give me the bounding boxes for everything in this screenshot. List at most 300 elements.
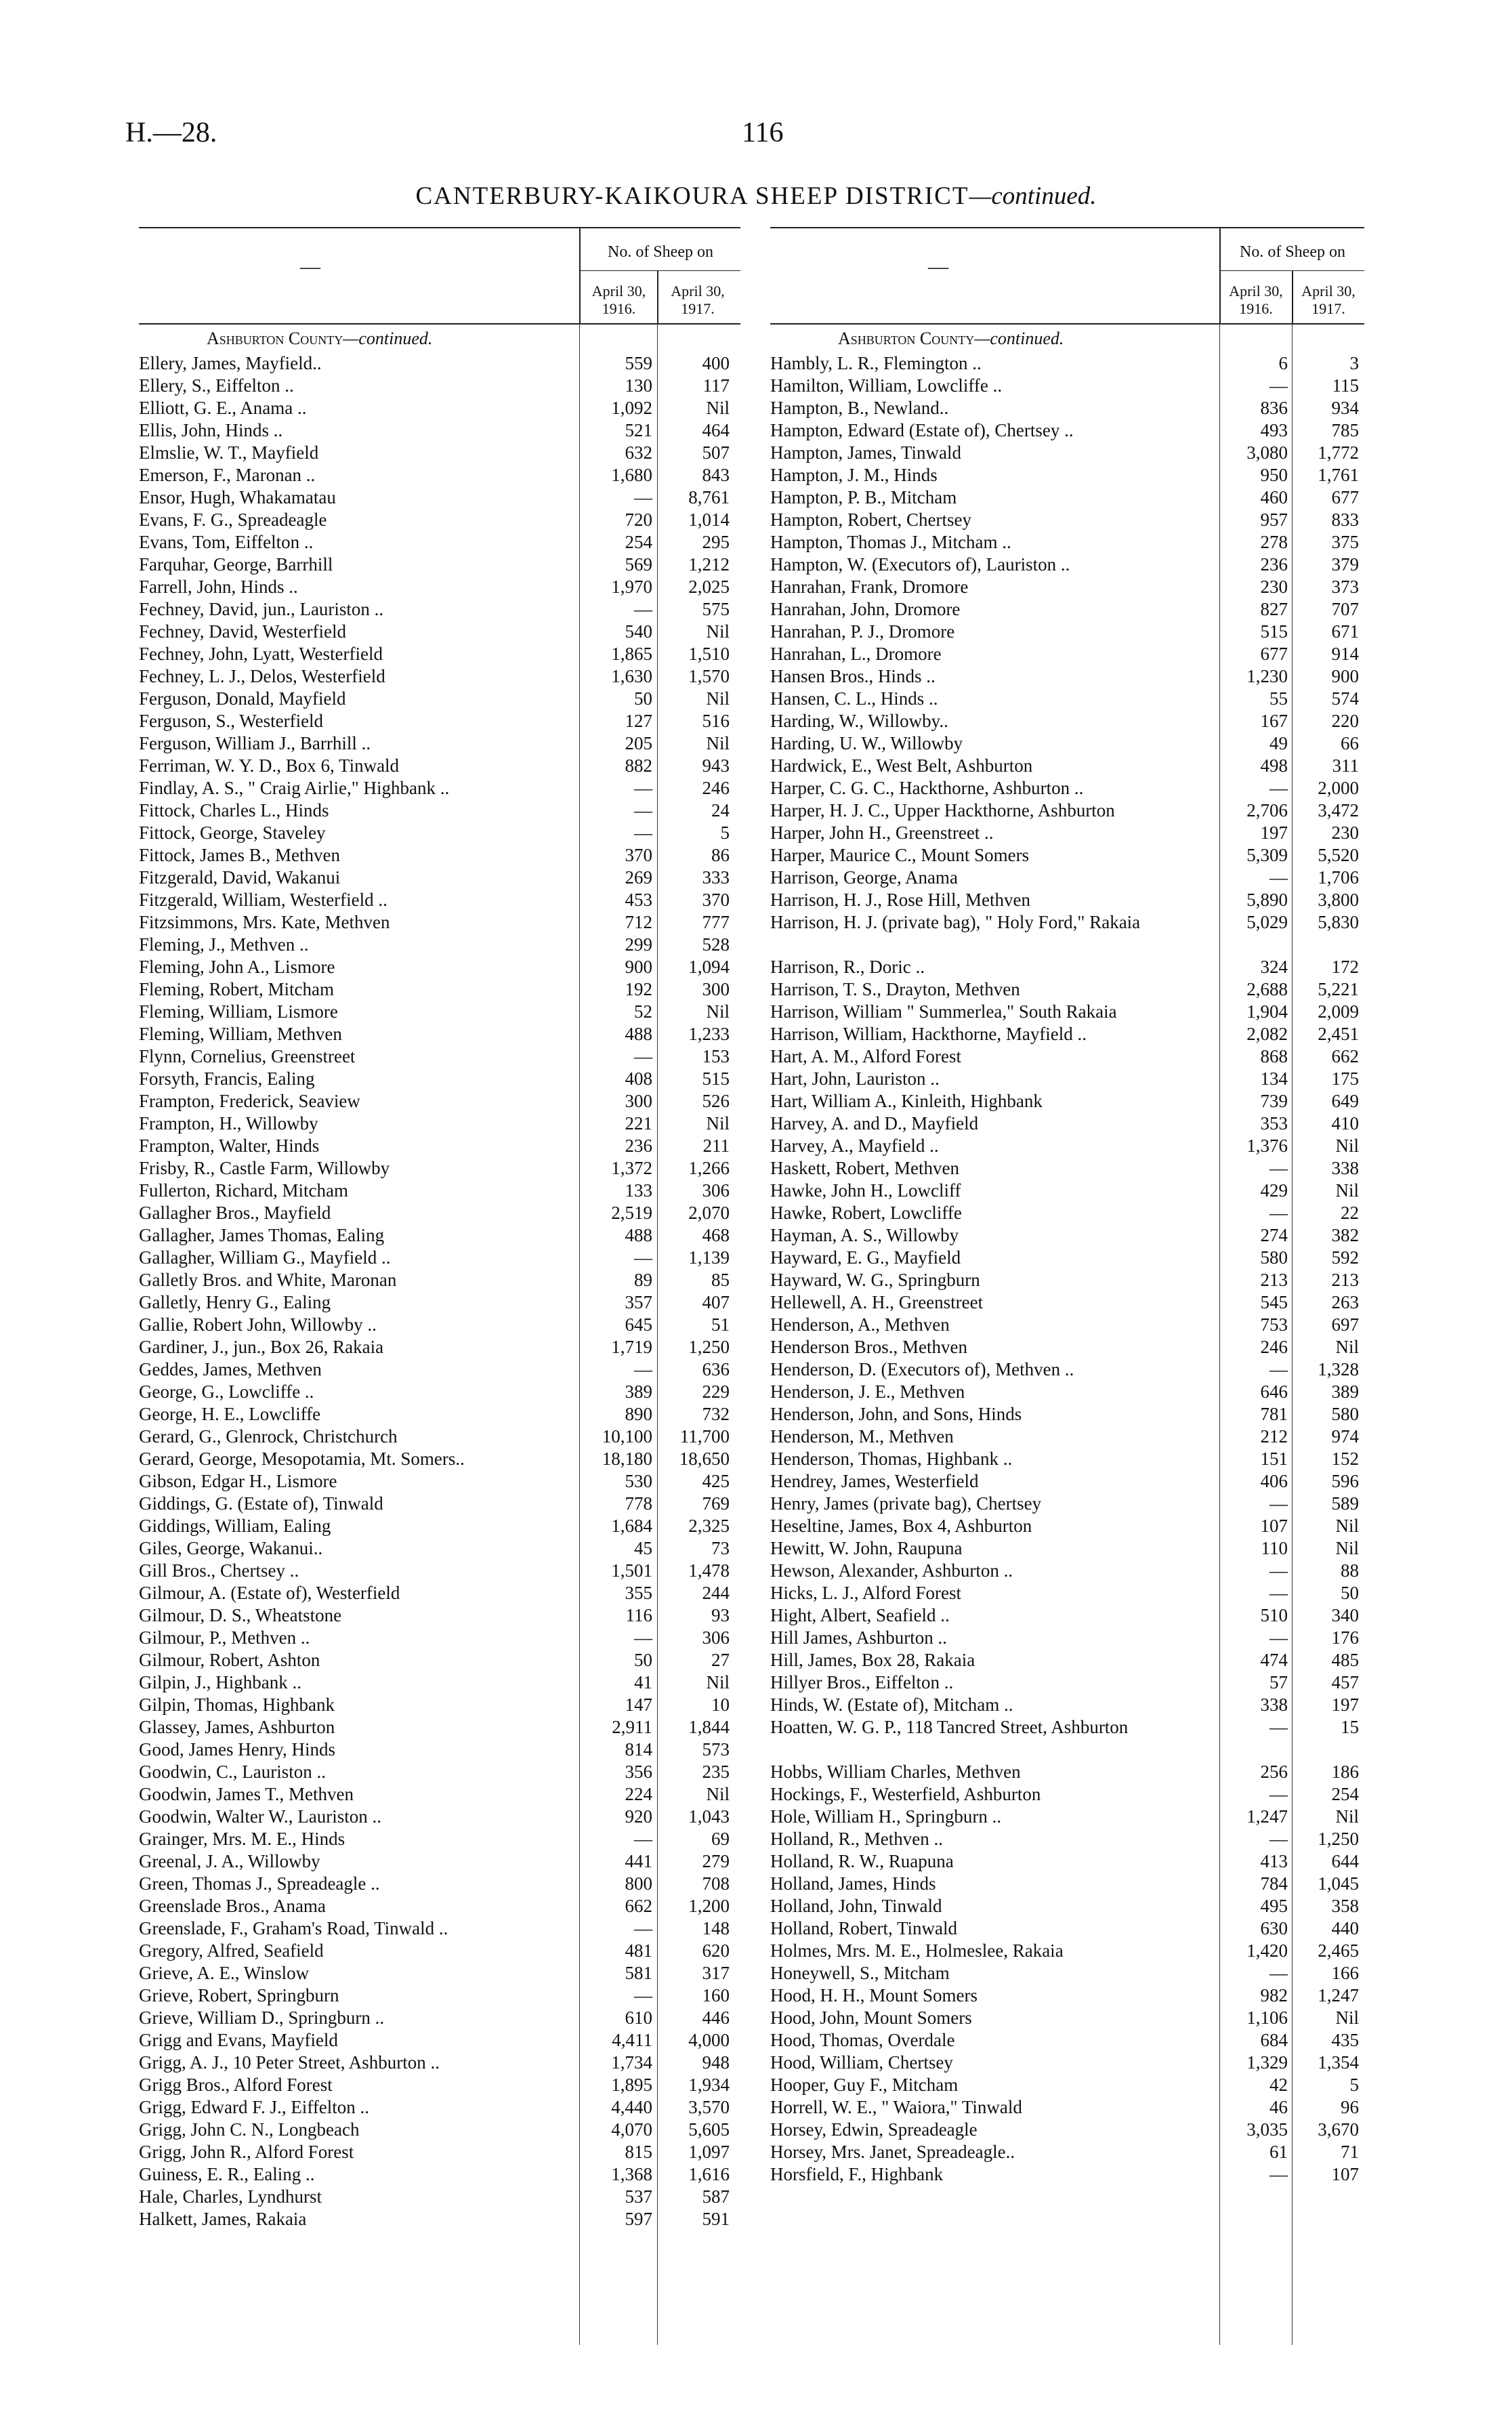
sheep-1916: 192 — [625, 979, 652, 999]
sheep-1917: 333 — [702, 867, 730, 888]
table-row — [139, 1940, 740, 1962]
table-row — [770, 486, 1364, 509]
sheep-1916: 645 — [625, 1314, 652, 1335]
sheep-1917: 446 — [702, 2008, 730, 2028]
sheep-1917: 186 — [1331, 1762, 1359, 1782]
sheep-1916: 2,688 — [1246, 979, 1288, 999]
sheep-1917: 71 — [1341, 2142, 1359, 2162]
sheep-1916: — — [1269, 1493, 1288, 1514]
divider — [657, 270, 658, 323]
sheep-1916: 739 — [1260, 1091, 1288, 1111]
owner-name: Gilpin, J., Highbank .. — [139, 1672, 301, 1692]
sheep-1917: 575 — [702, 599, 730, 619]
sheep-1917: 166 — [1331, 1963, 1359, 1983]
owner-name: Heseltine, James, Box 4, Ashburton — [770, 1516, 1032, 1536]
owner-name: Hole, William H., Springburn .. — [770, 1806, 1002, 1827]
owner-name: Hockings, F., Westerfield, Ashburton — [770, 1784, 1041, 1804]
divider — [579, 228, 581, 323]
sheep-1917: 697 — [1331, 1314, 1359, 1335]
table-row — [770, 1940, 1364, 1962]
sheep-1917: 306 — [702, 1627, 730, 1648]
owner-name: Grigg Bros., Alford Forest — [139, 2075, 333, 2095]
table-row — [770, 1180, 1364, 1202]
table-row — [139, 1224, 740, 1247]
sheep-1916: 1,501 — [611, 1560, 652, 1581]
sheep-1917: 373 — [1331, 577, 1359, 597]
sheep-1916: 827 — [1260, 599, 1288, 619]
sheep-1917: 148 — [702, 1918, 730, 1938]
owner-name: Harrison, H. J., Rose Hill, Methven — [770, 890, 1030, 910]
sheep-1917: Nil — [1335, 1337, 1359, 1357]
owner-name: Ferriman, W. Y. D., Box 6, Tinwald — [139, 755, 400, 776]
sheep-1916: 236 — [625, 1136, 652, 1156]
owner-name: Goodwin, Walter W., Lauriston .. — [139, 1806, 382, 1827]
table-row — [139, 1470, 740, 1493]
right-rows — [770, 352, 1364, 2186]
sheep-1917: 410 — [1331, 1113, 1359, 1134]
sheep-1917: 358 — [1331, 1896, 1359, 1916]
sheep-1916: — — [634, 487, 652, 507]
owner-name: Fittock, James B., Methven — [139, 845, 340, 865]
owner-name: Holland, R. W., Ruapuna — [770, 1851, 954, 1871]
table-row — [139, 1694, 740, 1716]
owner-name: Gilmour, A. (Estate of), Westerfield — [139, 1583, 400, 1603]
sheep-1916: 5,890 — [1246, 890, 1288, 910]
right-column-header — [770, 228, 1364, 325]
owner-name: Hart, William A., Kinleith, Highbank — [770, 1091, 1043, 1111]
date-1917-heading: April 30, 1917. — [1301, 283, 1356, 317]
sheep-1916: 46 — [1269, 2097, 1288, 2117]
owner-name: Fleming, John A., Lismore — [139, 957, 335, 977]
owner-name: Geddes, James, Methven — [139, 1359, 322, 1379]
sheep-1916: — — [634, 1247, 652, 1268]
owner-name: Hill James, Ashburton .. — [770, 1627, 947, 1648]
heading-rule — [579, 270, 740, 271]
table-row — [770, 419, 1364, 442]
table-row — [139, 934, 740, 956]
owner-name: Fechney, David, Westerfield — [139, 621, 346, 642]
sheep-1917: 5,605 — [688, 2119, 730, 2140]
column-rule — [1219, 323, 1220, 2345]
sheep-1917: 88 — [1341, 1560, 1359, 1581]
sheep-1916: 559 — [625, 353, 652, 373]
owner-name: Elliott, G. E., Anama .. — [139, 398, 307, 418]
sheep-1917: 85 — [711, 1270, 730, 1290]
owner-name: Hampton, W. (Executors of), Lauriston .. — [770, 554, 1070, 575]
owner-name: Harrison, William " Summerlea," South Rakaia — [770, 1001, 1117, 1022]
sheep-1916: — — [1269, 1717, 1288, 1737]
owner-name: Greenslade, F., Graham's Road, Tinwald .. — [139, 1918, 448, 1938]
table-row — [139, 1649, 740, 1671]
sheep-1916: 1,684 — [611, 1516, 652, 1536]
sheep-1917: Nil — [706, 688, 730, 709]
sheep-1916: 493 — [1260, 420, 1288, 440]
sheep-1917: 1,844 — [688, 1717, 730, 1737]
table-row — [770, 1269, 1364, 1291]
owner-name: Galletly, Henry G., Ealing — [139, 1292, 331, 1312]
sheep-1917: 2,451 — [1318, 1024, 1359, 1044]
sheep-1916: 338 — [1260, 1694, 1288, 1715]
sheep-1917: 526 — [702, 1091, 730, 1111]
table-row — [770, 1627, 1364, 1649]
table-row — [139, 621, 740, 643]
owner-name: Grieve, A. E., Winslow — [139, 1963, 310, 1983]
sheep-1917: 3,670 — [1318, 2119, 1359, 2140]
sheep-1916: 50 — [634, 688, 652, 709]
owner-name: Frampton, H., Willowby — [139, 1113, 318, 1134]
sheep-1917: 1,616 — [688, 2164, 730, 2184]
sheep-1916: 256 — [1260, 1762, 1288, 1782]
table-row — [139, 598, 740, 621]
sheep-1917: 5,830 — [1318, 912, 1359, 932]
sheep-1917: 1,043 — [688, 1806, 730, 1827]
table-row — [770, 755, 1364, 777]
table-row — [139, 464, 740, 486]
owner-name: Harding, W., Willowby.. — [770, 711, 948, 731]
owner-name: Harper, John H., Greenstreet .. — [770, 823, 994, 843]
owner-name: Ellery, James, Mayfield.. — [139, 353, 322, 373]
table-row — [770, 352, 1364, 375]
owner-name: Hood, H. H., Mount Somers — [770, 1985, 978, 2005]
sheep-1916: 212 — [1260, 1426, 1288, 1447]
owner-name: Holland, R., Methven .. — [770, 1829, 943, 1849]
sheep-1916: 610 — [625, 2008, 652, 2028]
table-row — [770, 1537, 1364, 1560]
sheep-1916: 1,630 — [611, 666, 652, 686]
sheep-1916: 890 — [625, 1404, 652, 1424]
sheep-1916: 530 — [625, 1471, 652, 1491]
owner-name: Frampton, Walter, Hinds — [139, 1136, 320, 1156]
sheep-1917: 69 — [711, 1829, 730, 1849]
sheep-1916: 2,706 — [1246, 800, 1288, 820]
sheep-1917: 338 — [1331, 1158, 1359, 1178]
table-row — [139, 419, 740, 442]
owner-name: Halkett, James, Rakaia — [139, 2209, 307, 2229]
table-row — [139, 1381, 740, 1403]
sheep-1917: 507 — [702, 442, 730, 463]
table-row — [139, 1448, 740, 1470]
sheep-1916: 49 — [1269, 733, 1288, 753]
sheep-1917: 1,045 — [1318, 1873, 1359, 1894]
owner-name: Frampton, Frederick, Seaview — [139, 1091, 360, 1111]
owner-name: Holland, James, Hinds — [770, 1873, 936, 1894]
table-row — [770, 1448, 1364, 1470]
sheep-1916: 1,230 — [1246, 666, 1288, 686]
table-row — [770, 1828, 1364, 1850]
sheep-1917: 220 — [1331, 711, 1359, 731]
table-row — [770, 643, 1364, 665]
sheep-1917: 914 — [1331, 644, 1359, 664]
owner-name: Glassey, James, Ashburton — [139, 1717, 335, 1737]
table-row — [770, 1604, 1364, 1627]
table-row — [770, 621, 1364, 643]
owner-name: Honeywell, S., Mitcham — [770, 1963, 950, 1983]
table-row — [139, 1269, 740, 1291]
table-row — [770, 710, 1364, 732]
sheep-1916: 868 — [1260, 1046, 1288, 1066]
sheep-1917: 943 — [702, 755, 730, 776]
sheep-1917: 833 — [1331, 510, 1359, 530]
sheep-1917: 1,570 — [688, 666, 730, 686]
sheep-1916: 353 — [1260, 1113, 1288, 1134]
sheep-1916: 453 — [625, 890, 652, 910]
sheep-1916: 134 — [1260, 1068, 1288, 1089]
date-1916-heading: April 30, 1916. — [1229, 283, 1283, 317]
sheep-1917: Nil — [706, 1672, 730, 1692]
sheep-1917: 279 — [702, 1851, 730, 1871]
sheep-1916: 900 — [625, 957, 652, 977]
table-row — [139, 2007, 740, 2029]
table-row — [770, 1582, 1364, 1604]
page-title — [0, 182, 1512, 211]
sheep-1917: 596 — [1331, 1471, 1359, 1491]
sheep-1916: 3,035 — [1246, 2119, 1288, 2140]
left-rows — [139, 352, 740, 2230]
owner-name: Hampton, Edward (Estate of), Chertsey .. — [770, 420, 1074, 440]
table-row — [770, 1336, 1364, 1358]
owner-name: Harrison, William, Hackthorne, Mayfield .. — [770, 1024, 1087, 1044]
sheep-1916: 2,519 — [611, 1203, 652, 1223]
table-row — [139, 978, 740, 1001]
sheep-1917: Nil — [1335, 1516, 1359, 1536]
sheep-1917: 591 — [702, 2209, 730, 2229]
sheep-1917: 671 — [1331, 621, 1359, 642]
column-rule — [1292, 323, 1293, 2345]
table-row — [139, 1291, 740, 1314]
owner-name: Hoatten, W. G. P., 118 Tancred Street, Ashburton — [770, 1717, 1129, 1737]
sheep-1917: Nil — [1335, 1538, 1359, 1558]
sheep-1916: 474 — [1260, 1650, 1288, 1670]
owner-name: Guiness, E. R., Ealing .. — [139, 2164, 315, 2184]
table-row — [770, 2119, 1364, 2141]
table-row — [139, 2163, 740, 2186]
sheep-1916: — — [634, 1829, 652, 1849]
sheep-1916: 429 — [1260, 1180, 1288, 1201]
table-row — [770, 1850, 1364, 1873]
table-row — [770, 2163, 1364, 2186]
table-row — [139, 531, 740, 554]
sheep-1917: 235 — [702, 1762, 730, 1782]
table-row — [770, 1515, 1364, 1537]
title-text: CANTERBURY-KAIKOURA SHEEP DISTRICT — [415, 182, 969, 210]
table-row — [139, 1180, 740, 1202]
sheep-1917: Nil — [1335, 2008, 1359, 2028]
sheep-1917: 2,009 — [1318, 1001, 1359, 1022]
sheep-1916: 107 — [1260, 1516, 1288, 1536]
owner-name: Hampton, P. B., Mitcham — [770, 487, 957, 507]
sheep-1916: 1,734 — [611, 2052, 652, 2073]
sheep-1917: 785 — [1331, 420, 1359, 440]
sheep-1917: 1,761 — [1318, 465, 1359, 485]
owner-name: Harrison, George, Anama — [770, 867, 958, 888]
sheep-1916: 1,420 — [1246, 1940, 1288, 1961]
owner-name: Grigg, John C. N., Longbeach — [139, 2119, 360, 2140]
owner-name: Harper, Maurice C., Mount Somers — [770, 845, 1030, 865]
table-row — [139, 688, 740, 710]
owner-name: Gerard, G., Glenrock, Christchurch — [139, 1426, 398, 1447]
title-suffix: —continued. — [969, 182, 1097, 210]
sheep-1916: 324 — [1260, 957, 1288, 977]
sheep-1916: 355 — [625, 1583, 652, 1603]
sheep-1916: 406 — [1260, 1471, 1288, 1491]
sheep-1917: 229 — [702, 1381, 730, 1402]
sheep-1916: 197 — [1260, 823, 1288, 843]
section-heading: Ashburton County—continued. — [207, 329, 433, 348]
sheep-1916: 815 — [625, 2142, 652, 2162]
owner-name: Hood, John, Mount Somers — [770, 2008, 972, 2028]
sheep-1917: 1,510 — [688, 644, 730, 664]
sheep-1916: — — [1269, 2164, 1288, 2184]
owner-name: Hanrahan, L., Dromore — [770, 644, 942, 664]
owner-name: Hampton, J. M., Hinds — [770, 465, 938, 485]
sheep-1917: 117 — [702, 375, 730, 396]
owner-name: George, G., Lowcliffe .. — [139, 1381, 314, 1402]
sheep-1917: 485 — [1331, 1650, 1359, 1670]
sheep-1916: — — [1269, 1158, 1288, 1178]
sheep-1917: 1,478 — [688, 1560, 730, 1581]
table-row — [770, 1135, 1364, 1157]
sheep-1916: — — [1269, 867, 1288, 888]
table-row — [770, 665, 1364, 688]
sheep-1916: — — [634, 800, 652, 820]
table-row — [770, 576, 1364, 598]
owner-name: Hambly, L. R., Flemington .. — [770, 353, 982, 373]
sheep-1916: 498 — [1260, 755, 1288, 776]
table-row — [770, 531, 1364, 554]
owner-name: Hill, James, Box 28, Rakaia — [770, 1650, 975, 1670]
owner-name: Hendrey, James, Westerfield — [770, 1471, 979, 1491]
sheep-1916: — — [634, 599, 652, 619]
page-number: 116 — [742, 117, 784, 148]
owner-name: Frisby, R., Castle Farm, Willowby — [139, 1158, 390, 1178]
sheep-1917: 589 — [1331, 1493, 1359, 1514]
sheep-1916: 784 — [1260, 1873, 1288, 1894]
sheep-1916: 4,440 — [611, 2097, 652, 2117]
sheep-1916: — — [634, 778, 652, 798]
sheep-1916: — — [634, 823, 652, 843]
owner-name: Henderson Bros., Methven — [770, 1337, 967, 1357]
table-row — [770, 844, 1364, 867]
sheep-1917: 515 — [702, 1068, 730, 1089]
owner-name: Gill Bros., Chertsey .. — [139, 1560, 299, 1581]
sheep-1917: 2,025 — [688, 577, 730, 597]
sheep-1917: Nil — [1335, 1136, 1359, 1156]
sheep-1916: 18,180 — [602, 1449, 652, 1469]
sheep-1917: 107 — [1331, 2164, 1359, 2184]
table-row — [139, 397, 740, 419]
sheep-1916: 957 — [1260, 510, 1288, 530]
sheep-1917: 777 — [702, 912, 730, 932]
sheep-1916: 127 — [625, 711, 652, 731]
owner-name: Fleming, J., Methven .. — [139, 934, 309, 955]
owner-name: Hampton, B., Newland.. — [770, 398, 949, 418]
owner-name: Henderson, A., Methven — [770, 1314, 950, 1335]
owner-name: Galletly Bros. and White, Maronan — [139, 1270, 397, 1290]
owner-name: Elmslie, W. T., Mayfield — [139, 442, 319, 463]
table-row — [770, 598, 1364, 621]
sheep-1917: 24 — [711, 800, 730, 820]
sheep-1917: 843 — [702, 465, 730, 485]
table-row — [770, 1806, 1364, 1828]
owner-name: Henderson, M., Methven — [770, 1426, 954, 1447]
section-heading: Ashburton County—continued. — [838, 329, 1064, 348]
table-row — [139, 889, 740, 911]
table-row — [770, 397, 1364, 419]
owner-name: Giddings, G. (Estate of), Tinwald — [139, 1493, 383, 1514]
owner-name: Hampton, James, Tinwald — [770, 442, 962, 463]
date-1917-heading: April 30, 1917. — [671, 283, 725, 317]
sheep-1916: 646 — [1260, 1381, 1288, 1402]
owner-name: Holland, Robert, Tinwald — [770, 1918, 958, 1938]
sheep-1917: 317 — [702, 1963, 730, 1983]
owner-name: Gardiner, J., jun., Box 26, Rakaia — [139, 1337, 384, 1357]
table-row — [770, 1426, 1364, 1448]
sheep-1916: 510 — [1260, 1605, 1288, 1625]
sheep-1917: 295 — [702, 532, 730, 552]
table-row — [770, 1202, 1364, 1224]
sheep-1916: 814 — [625, 1739, 652, 1760]
sheep-1917: 2,325 — [688, 1516, 730, 1536]
table-row — [770, 1560, 1364, 1582]
sheep-1917: 50 — [1341, 1583, 1359, 1603]
sheep-1916: 52 — [634, 1001, 652, 1022]
owner-name: Hayward, E. G., Mayfield — [770, 1247, 961, 1268]
owner-name: Hansen Bros., Hinds .. — [770, 666, 936, 686]
sheep-1917: 382 — [1331, 1225, 1359, 1245]
table-row — [139, 1045, 740, 1068]
table-row — [139, 1828, 740, 1850]
sheep-1916: 2,911 — [612, 1717, 652, 1737]
sheep-1917: 1,094 — [688, 957, 730, 977]
sheep-1916: 720 — [625, 510, 652, 530]
table-row — [770, 2074, 1364, 2096]
sheep-1917: 311 — [1332, 755, 1359, 776]
sheep-1916: 89 — [634, 1270, 652, 1290]
left-column-header — [139, 228, 740, 325]
owner-name: Harrison, R., Doric .. — [770, 957, 925, 977]
owner-name: Hinds, W. (Estate of), Mitcham .. — [770, 1694, 1013, 1715]
sheep-1917: 649 — [1331, 1091, 1359, 1111]
owner-name: Farrell, John, Hinds .. — [139, 577, 298, 597]
sheep-1917: 440 — [1331, 1918, 1359, 1938]
table-row — [770, 1247, 1364, 1269]
table-row — [139, 777, 740, 799]
sheep-1916: — — [1269, 1583, 1288, 1603]
owner-name: Fleming, William, Lismore — [139, 1001, 338, 1022]
table-row — [139, 1515, 740, 1537]
table-row — [770, 822, 1364, 844]
table-row — [139, 710, 740, 732]
sheep-1917: 1,139 — [688, 1247, 730, 1268]
table-row — [770, 1224, 1364, 1247]
sheep-1917: 400 — [702, 353, 730, 373]
table-row — [770, 1761, 1364, 1783]
sheep-1917: 1,097 — [688, 2142, 730, 2162]
sheep-1916: 630 — [1260, 1918, 1288, 1938]
owner-name: Greenslade Bros., Anama — [139, 1896, 326, 1916]
sheep-1917: 1,706 — [1318, 867, 1359, 888]
sheep-1916: 130 — [625, 375, 652, 396]
owner-name: Gilmour, Robert, Ashton — [139, 1650, 320, 1670]
sheep-1916: 41 — [634, 1672, 652, 1692]
sheep-1917: 580 — [1331, 1404, 1359, 1424]
table-row — [139, 867, 740, 889]
owner-name: Horsey, Edwin, Spreadeagle — [770, 2119, 978, 2140]
sheep-1917: 93 — [711, 1605, 730, 1625]
table-row — [770, 1023, 1364, 1045]
owner-name: Gregory, Alfred, Seafield — [139, 1940, 324, 1961]
sheep-1917: 244 — [702, 1583, 730, 1603]
